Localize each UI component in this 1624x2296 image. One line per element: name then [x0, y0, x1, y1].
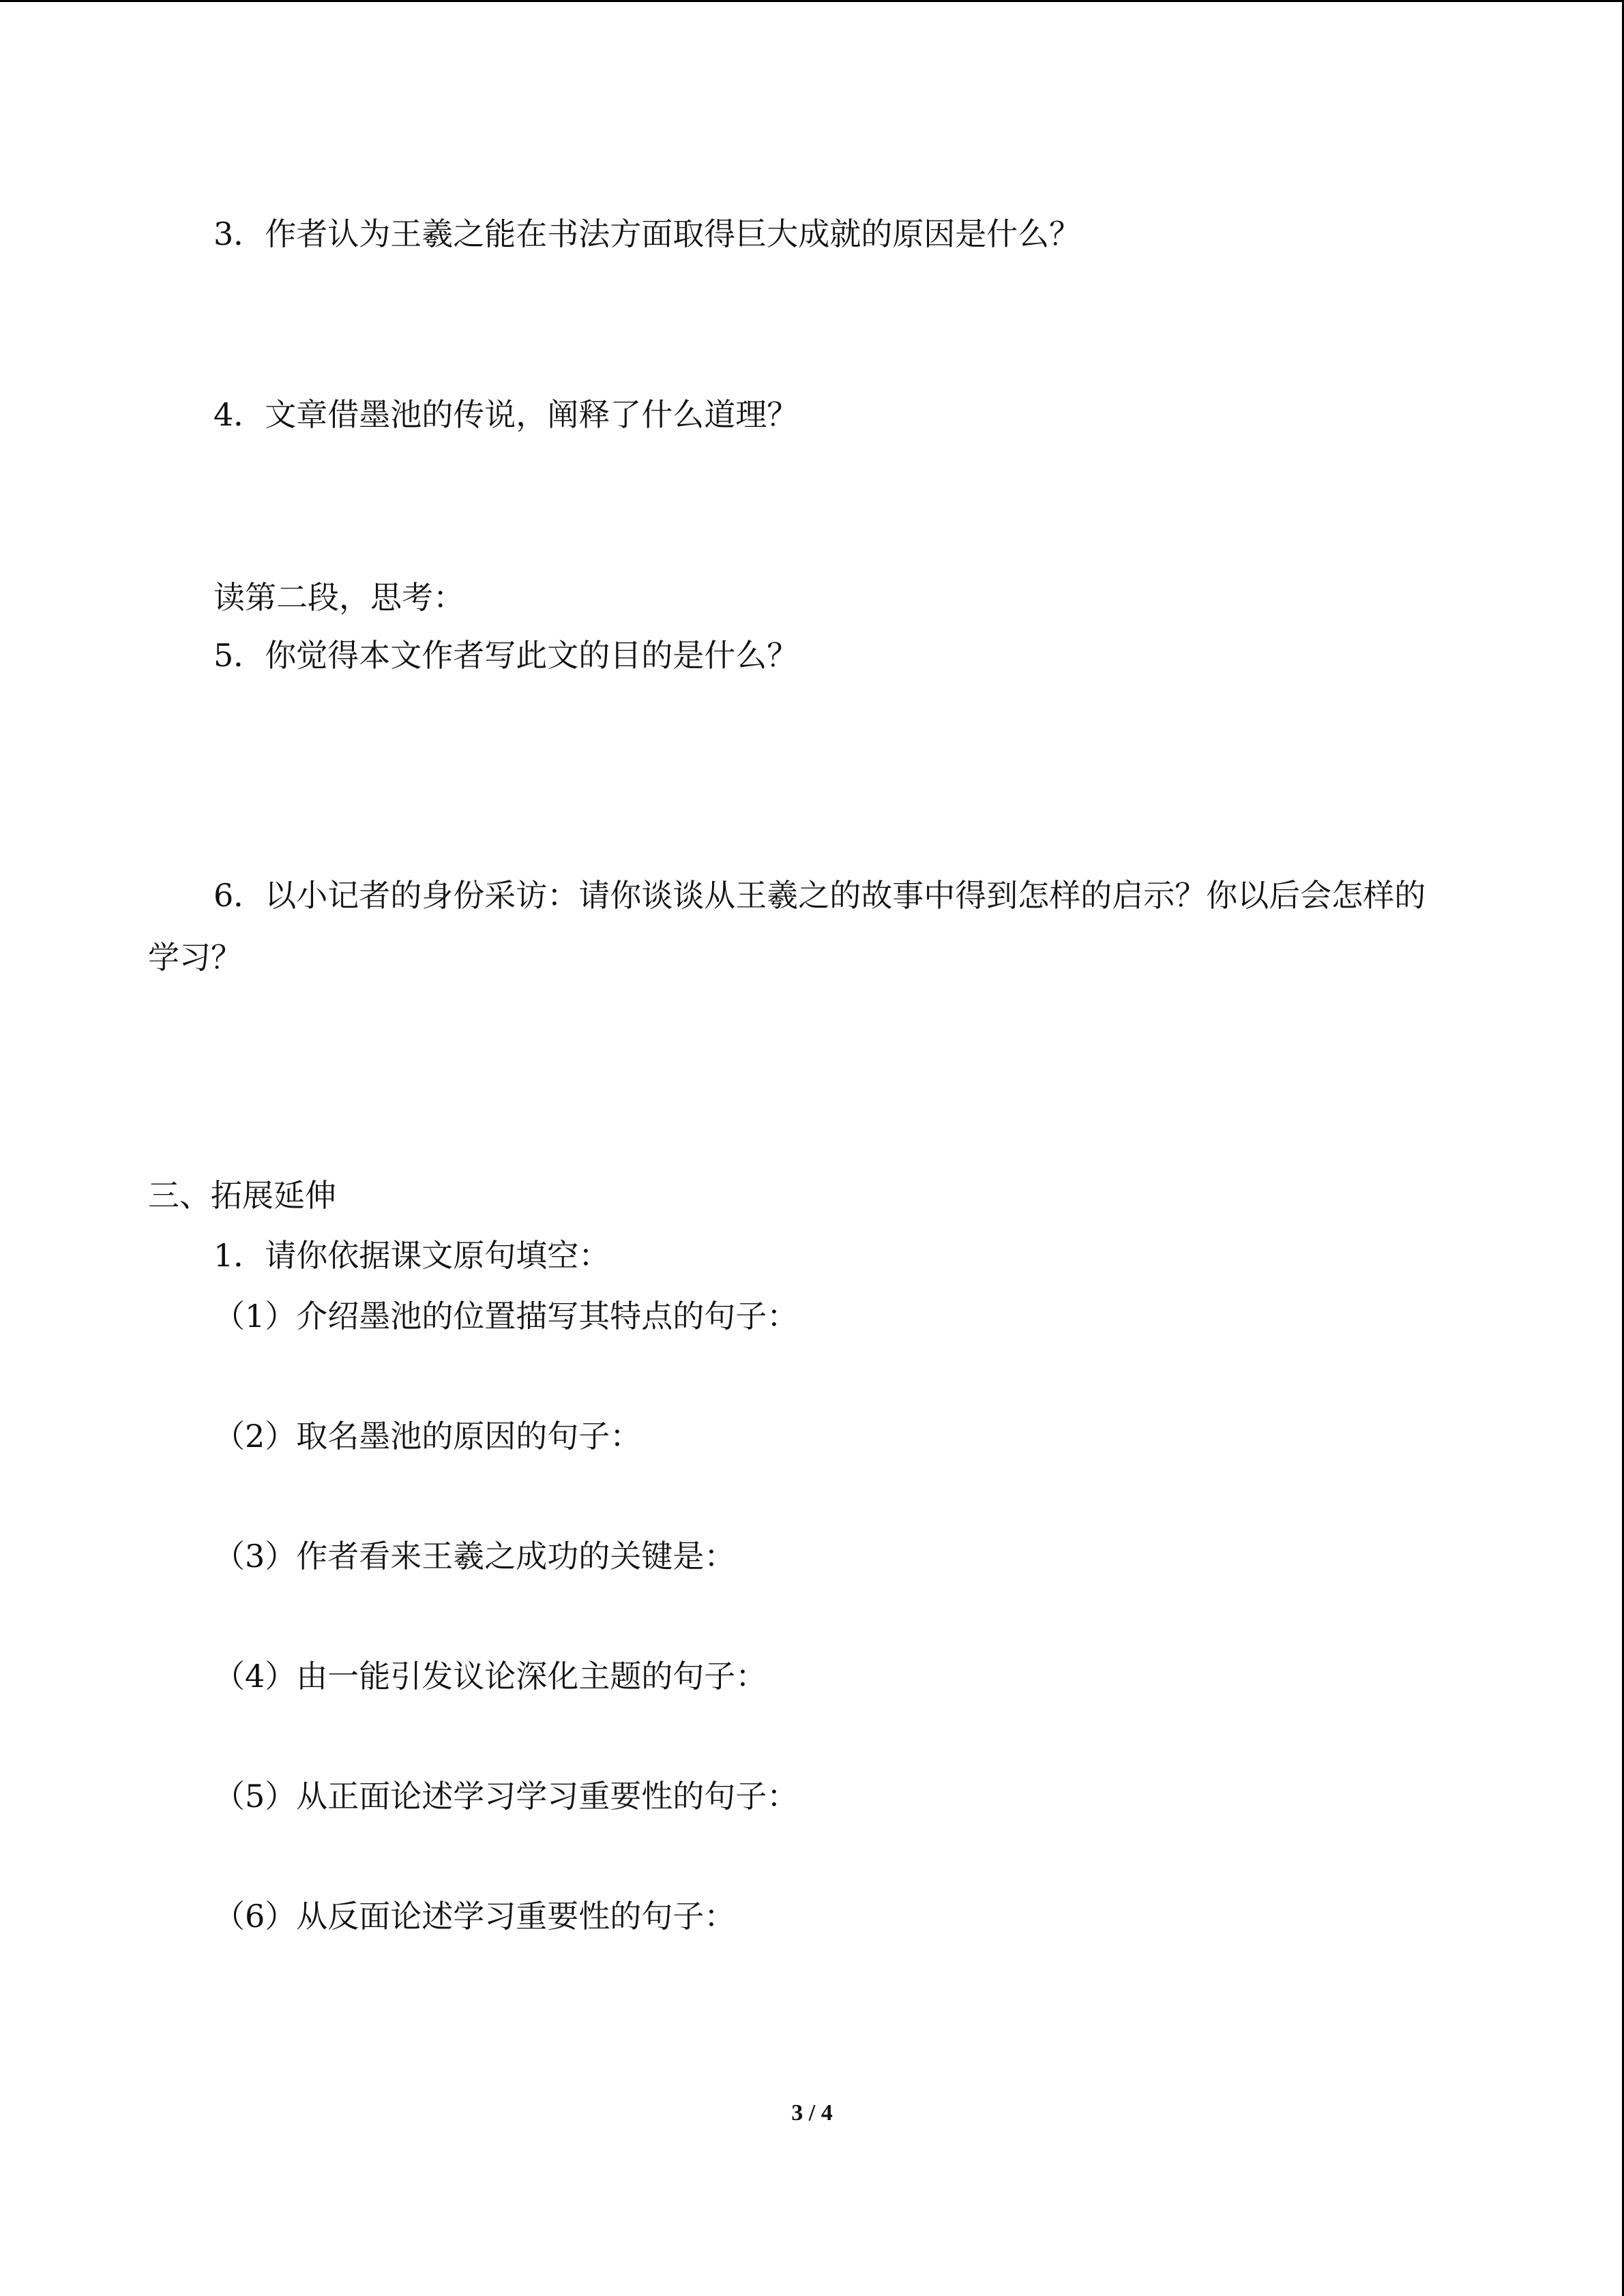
question-6-line-1: 6．以小记者的身份采访：请你谈谈从王羲之的故事中得到怎样的启示？你以后会怎样的: [213, 877, 1426, 914]
page-number: 3 / 4: [791, 2100, 833, 2126]
fill-item-3: （3）作者看来王羲之成功的关键是：: [213, 1538, 736, 1575]
fill-item-4: （4）由一能引发议论深化主题的句子：: [213, 1658, 767, 1695]
fill-item-5: （5）从正面论述学习学习重要性的句子：: [213, 1778, 799, 1815]
fill-item-6: （6）从反面论述学习重要性的句子：: [213, 1898, 736, 1935]
fill-item-2: （2）取名墨池的原因的句子：: [213, 1418, 642, 1455]
question-5: 5．你觉得本文作者写此文的目的是什么？: [213, 637, 799, 674]
page-border-top: [0, 0, 1624, 2]
fill-item-1: （1）介绍墨池的位置描写其特点的句子：: [213, 1298, 799, 1335]
task-1: 1．请你依据课文原句填空：: [213, 1237, 610, 1274]
read-second-paragraph: 读第二段，思考：: [213, 579, 464, 616]
section-heading: 三、拓展延伸: [148, 1177, 336, 1214]
question-3: 3．作者认为王羲之能在书法方面取得巨大成就的原因是什么？: [213, 215, 1081, 252]
question-6-line-2: 学习？: [148, 939, 242, 976]
question-4: 4．文章借墨池的传说，阐释了什么道理？: [213, 396, 799, 433]
